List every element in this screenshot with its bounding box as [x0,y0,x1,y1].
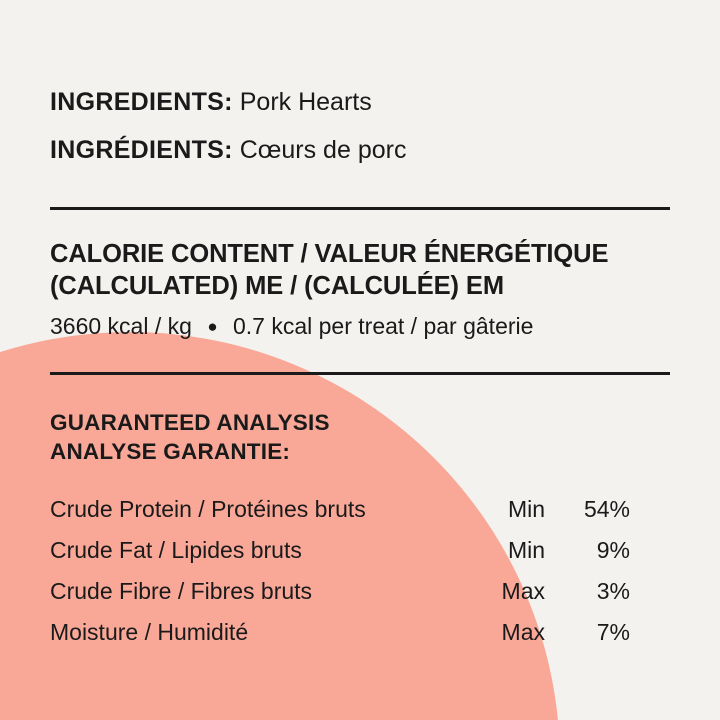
table-row [50,571,630,612]
ingredients-section [50,0,670,174]
guaranteed-analysis-title-fr: ANALYSE GARANTIE: [50,439,291,464]
nutrient-value: 7% [596,619,630,645]
guaranteed-analysis-section [50,375,670,653]
table-row [50,489,630,530]
ingredients-label-en: INGREDIENTS: [50,88,233,116]
nutrient-value: 54% [583,496,630,522]
calorie-title-line-2: (CALCULATED) ME / (CALCULÉE) EM [50,272,504,300]
nutrient-name: Crude Fat / Lipides bruts [50,537,302,563]
ingredients-value-en: Pork Hearts [239,88,372,116]
nutrient-limit: Min [507,496,545,522]
bullet-separator-icon: ● [207,317,218,336]
ingredients-value-fr: Cœurs de porc [239,136,407,164]
ingredients-line-en [50,78,670,126]
nutrient-value: 3% [596,578,630,604]
table-row [50,612,630,653]
nutrient-name: Moisture / Humidité [50,619,249,645]
guaranteed-analysis-table [50,489,630,653]
calorie-value-per-treat: 0.7 kcal per treat / par gâterie [232,313,534,339]
nutrient-name: Crude Protein / Protéines bruts [50,496,366,522]
ingredients-label-fr: INGRÉDIENTS: [50,136,233,164]
ingredients-line-fr [50,126,670,174]
calorie-content-section [50,210,670,372]
calorie-value-per-kg: 3660 kcal / kg [50,313,192,339]
nutrient-limit: Min [507,537,545,563]
nutrient-value: 9% [596,537,630,563]
guaranteed-analysis-title-en: GUARANTEED ANALYSIS [50,410,330,435]
nutrient-limit: Max [501,619,545,645]
nutrient-name: Crude Fibre / Fibres bruts [50,578,313,604]
nutrient-limit: Max [501,578,545,604]
calorie-title-line-1: CALORIE CONTENT / VALEUR ÉNERGÉTIQUE [50,240,609,268]
calorie-values [50,311,670,342]
table-row [50,530,630,571]
